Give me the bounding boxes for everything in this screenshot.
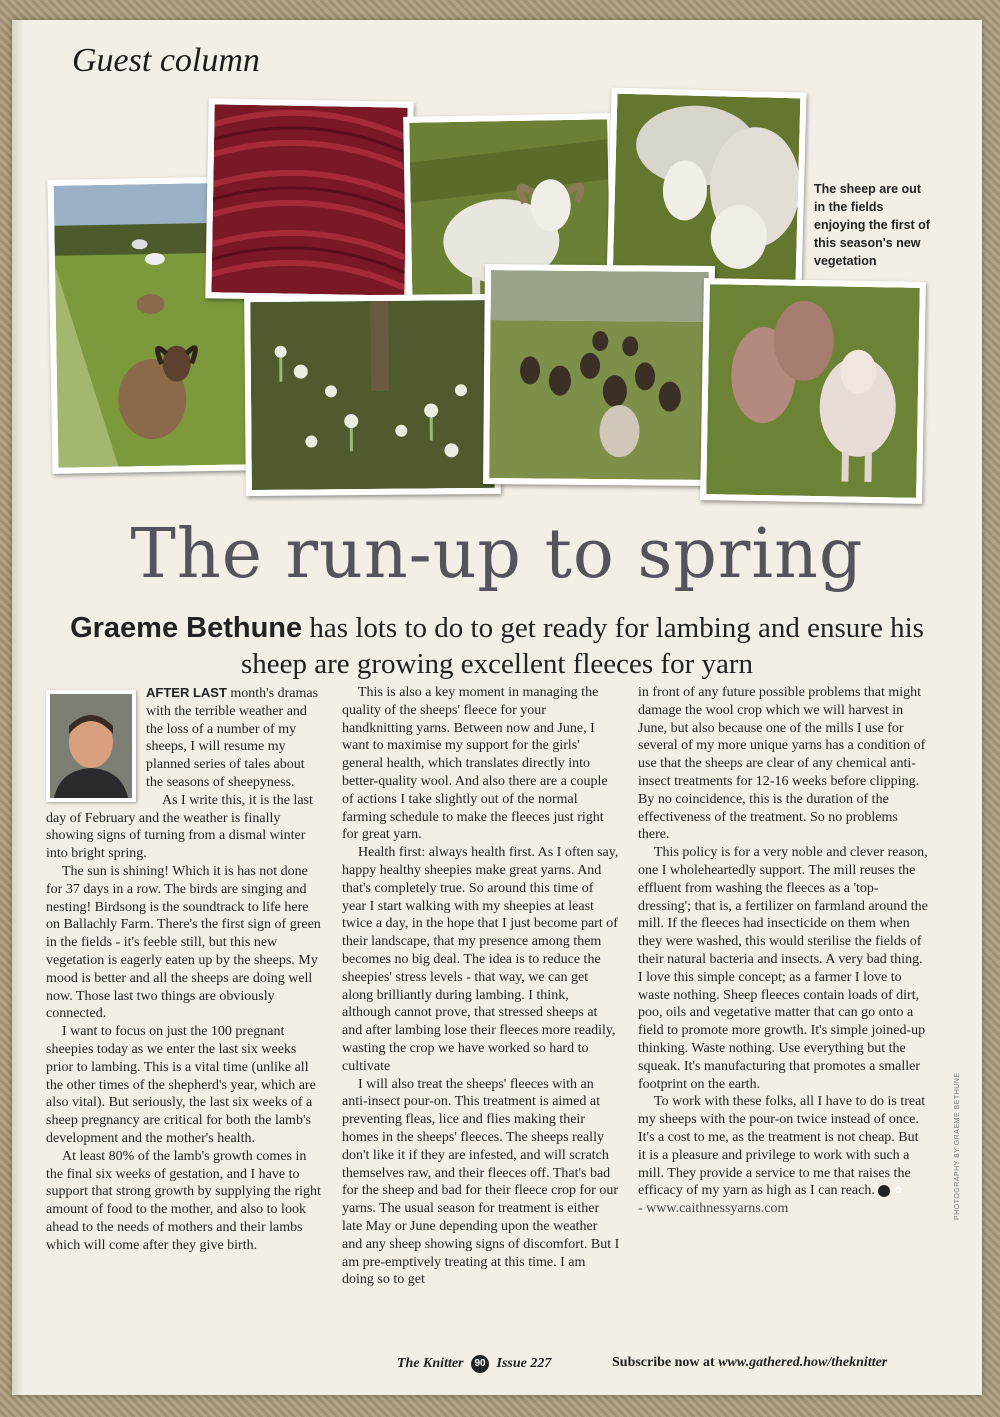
col2-para-2: Health first: always health first. As I often say, happy healthy sheepies make great yarns. And that's completely true. So around this time of year I start walking with my sheepies at least twice a day, in the hope that I just become part of their landscape, that my presence among them becomes no big deal. The idea is to reduce the sheepies' stress levels - that way, we can get along brilliantly during lambing. I think, although cannot prove, that stressed sheeps at and after lambing lose their fleeces more readily, wasting the crop we have worked so hard to cultivate — [342, 845, 619, 1074]
col1-para-1-text: month's dramas with the terrible weather and the loss of a number of my sheeps, I will resume my planned series of tales about the seasons of sheepyness. — [146, 686, 319, 790]
magazine-name: The Knitter — [397, 1356, 464, 1372]
article-headline: The run-up to spring — [130, 515, 864, 594]
section-kicker: Guest column — [72, 42, 260, 79]
col2-para-3: I will also treat the sheeps' fleeces with an anti-insect pour-on. This treatment is aimed at preventing fleas, lice and flies making their homes in the sheeps' fleeces. The sheeps really don't like it if they are infested, and will scratch themselves raw, and their fleeces off. That's bad for the sheep and bad for their fleece crop for our yarns. The usual season for treatment is either late May or June depending upon the weather and any sheep showing signs of discomfort. But I am pre-emptively treating at this time. I am doing so to get — [342, 1076, 620, 1288]
body-column-2 — [342, 684, 620, 1289]
footer-subscribe — [612, 1355, 887, 1371]
col1-para-3: The sun is shining! Which it is has not done for 37 days in a row. The birds are singing and nesting! Birdsong is the soundtrack to life here on Ballachly Farm. There's the first sign of green in the fields - it's feeble still, but this new vegetation is eagerly eaten up by the sheeps. My mood is better and all the sheeps are doing well now. Those last two things are obviously connected. — [46, 863, 321, 1022]
photo-sheep-and-lamb — [700, 278, 926, 504]
col3-para-2: This policy is for a very noble and clever reason, one I wholeheartedly support. The mill reuses the effluent from washing the fleeces as a 'top-dressing'; that is, a fertilizer on farmland around the mill. If the fleeces had insecticide on them when they were washed, this would sterilise the fields of their natural bacteria and insects. A very bad thing. I love this simple concept; as a farmer I love to waste nothing. Sheep fleeces contain loads of dirt, poo, oils and vegetative matter that can go onto a field to promote more growth. It's simple joined-up thinking. Waste nothing. Use everything but the squeak. It's manufacturing that promotes a smaller footprint on the earth. — [638, 845, 928, 1092]
col1-para-4: I want to focus on just the 100 pregnant sheepies today as we enter the last six weeks prior to lambing. This is a vital time (unlike all the other times of the shepherd's year, which are also vital). But seriously, the last six weeks of a sheep pregnancy are critical for both the lamb's development and the mother's health. — [46, 1024, 316, 1146]
page-number: 90 — [471, 1355, 489, 1373]
col2-para-1: This is also a key moment in managing the quality of the sheeps' fleece for your handknitting yarns. Between now and June, I want to maximise my support for the girls' general health, which translates directly into better-quality wool. And also there are a couple of actions I take slightly out of the normal farming schedule to make the fleeces just right for great yarn. — [342, 685, 608, 843]
website-link[interactable]: - www.caithnessyarns.com — [638, 1201, 789, 1217]
article-standfirst — [52, 610, 942, 682]
photo-grazing-sheep — [606, 87, 806, 290]
footer-magazine — [397, 1355, 551, 1373]
magazine-page — [12, 20, 982, 1395]
issue-number: Issue 227 — [496, 1356, 552, 1372]
photo-snowdrops — [244, 294, 501, 496]
photo-credit: PHOTOGRAPHY BY GRAEME BETHUNE — [954, 1072, 961, 1220]
photo-caption: The sheep are out in the fields enjoying the first of this season's new vegetation — [814, 182, 930, 268]
col3-para-3-text: To work with these folks, all I have to do is treat my sheeps with the pour-on twice instead of once. It's a cost to me, as the treatment is not cheap. But it is a pleasure and privilege to work with such a mill. They provide a service to me that raises the efficacy of my yarn as high as I can reach. — [638, 1094, 926, 1199]
end-mark-icon: ✿ — [878, 1185, 890, 1197]
photo-flock-of-sheep — [483, 264, 715, 486]
col1-para-2: As I write this, it is the last day of February and the weather is finally showing signs of turning from a dismal winter into bright spring. — [46, 792, 313, 862]
subscribe-url[interactable]: www.gathered.how/theknitter — [718, 1355, 888, 1370]
col3-para-1: in front of any future possible problems that might damage the wool crop which we will harvest in June, but also because one of the mills I use for several of my more unique yarns has a condition of use that the sheeps are clear of any chemical anti-insect treatments for 12-16 weeks before clipping. By no coincidence, this is the duration of the effectiveness of the treatment. So no problems there. — [638, 685, 926, 843]
col1-para-5: At least 80% of the lamb's growth comes in the final six weeks of gestation, and I have to support that strong growth by supplying the right amount of food to the mother, and also to look ahead to the needs of mothers and their lambs which will come after they give birth. — [46, 1148, 321, 1253]
photo-red-yarn-skein — [205, 98, 413, 302]
col3-para-3 — [638, 1093, 928, 1200]
author-name: Graeme Bethune — [70, 612, 303, 644]
body-column-3 — [638, 684, 928, 1218]
standfirst-text: has lots to do to get ready for lambing and ensure his sheep are growing excellent fleeces for yarn — [240, 612, 924, 680]
lead-in: AFTER LAST — [146, 685, 227, 700]
body-column-1 — [46, 684, 324, 1255]
subscribe-text: Subscribe now at — [612, 1355, 715, 1370]
author-photo — [46, 690, 136, 802]
